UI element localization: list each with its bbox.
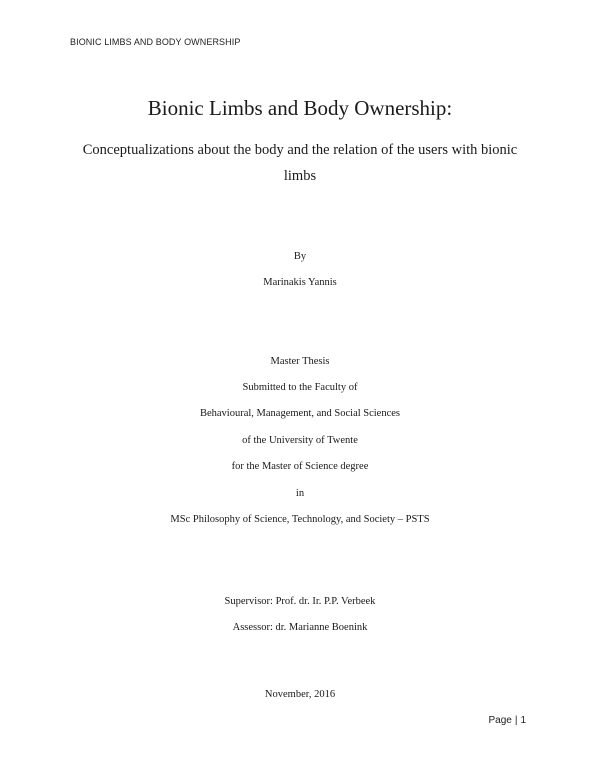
supervisor-line: Supervisor: Prof. dr. Ir. P.P. Verbeek [224, 596, 376, 607]
page-separator: | [514, 715, 518, 726]
page-footer [488, 715, 526, 726]
degree-line: for the Master of Science degree [231, 461, 369, 472]
university-line: of the University of Twente [242, 435, 358, 446]
document-date: November, 2016 [264, 689, 336, 700]
page-label: Page [488, 715, 512, 726]
running-header: BIONIC LIMBS AND BODY OWNERSHIP [70, 37, 241, 47]
byline-by: By [293, 251, 307, 262]
document-subtitle: Conceptualizations about the body and the relation of the users with bionic limbs [82, 142, 518, 184]
in-line: in [295, 488, 305, 499]
program-line: MSc Philosophy of Science, Technology, and Society – PSTS [170, 514, 430, 525]
faculty-line: Behavioural, Management, and Social Sciences [199, 408, 401, 419]
document-title: Bionic Limbs and Body Ownership: [147, 96, 453, 120]
page-number: 1 [520, 715, 526, 726]
author-name: Marinakis Yannis [263, 277, 337, 288]
submitted-line: Submitted to the Faculty of [242, 382, 358, 393]
thesis-type: Master Thesis [270, 356, 330, 367]
assessor-line: Assessor: dr. Marianne Boenink [232, 622, 368, 633]
